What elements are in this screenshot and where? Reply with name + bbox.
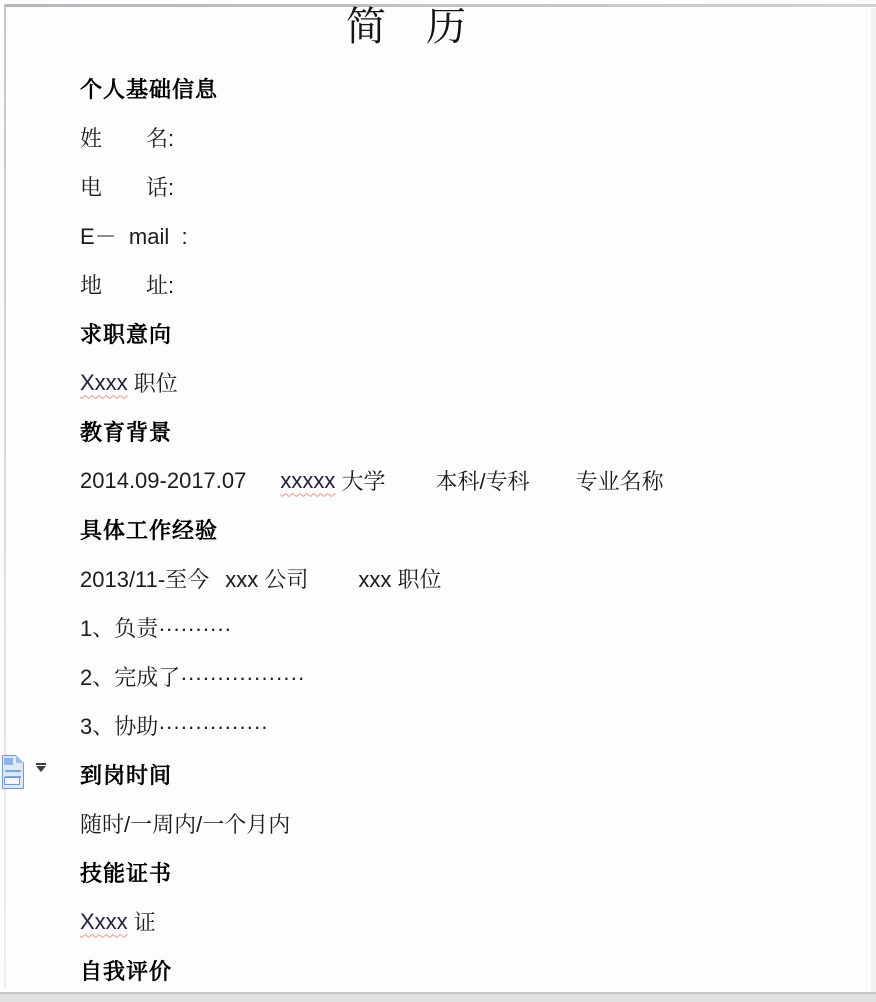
resume-body (80, 64, 856, 995)
work-position: xxx 职位 (358, 567, 442, 592)
availability-value: 随时/一周内/一个月内 (80, 812, 291, 837)
section-heading-work-experience: 具体工作经验 (80, 518, 219, 543)
school-suffix-text: 大学 (335, 469, 386, 494)
page-fold-corner (16, 755, 24, 763)
icon-text-rule (5, 770, 21, 772)
paste-options-icon (2, 755, 24, 789)
section-heading-personal-info: 个人基础信息 (80, 77, 219, 102)
work-item-2: 2、完成了················· (80, 665, 305, 690)
certificate-placeholder-text: Xxxx (80, 908, 128, 934)
field-name-label: 姓 名: (80, 126, 175, 151)
education-degree: 本科/专科 (435, 469, 530, 494)
page-right-edge (871, 8, 876, 992)
field-address-label: 地 址: (80, 273, 175, 298)
dropdown-arrow-bar (36, 763, 46, 765)
certificate-suffix-text: 证 (127, 910, 156, 935)
education-entry (80, 456, 856, 505)
icon-label-box (4, 777, 20, 785)
work-item-1: 1、负责·········· (80, 616, 232, 641)
icon-header-band (4, 758, 13, 765)
education-period: 2014.09-2017.07 (80, 467, 247, 493)
certificate-value (80, 897, 856, 946)
section-heading-certificates: 技能证书 (80, 861, 173, 886)
position-suffix-text: 职位 (127, 371, 178, 396)
work-company: xxx 公司 (225, 567, 309, 592)
section-heading-self-evaluation: 自我评价 (80, 959, 173, 984)
work-entry (80, 554, 856, 603)
section-heading-education: 教育背景 (80, 420, 173, 445)
paste-options-button[interactable] (0, 753, 52, 793)
job-intention-value (80, 358, 856, 407)
page-left-edge (4, 4, 6, 988)
work-item-3: 3、协助··············· (80, 714, 269, 739)
school-placeholder-text: xxxxx (280, 467, 336, 493)
education-major: 专业名称 (575, 469, 664, 494)
field-phone-label: 电 话: (80, 175, 175, 200)
work-period: 2013/11-至今 (80, 567, 210, 592)
field-email-label: E－ mail : (80, 224, 188, 249)
position-placeholder-text: Xxxx (80, 369, 128, 395)
section-heading-availability: 到岗时间 (80, 763, 173, 788)
resume-title: 简 历 (346, 5, 466, 49)
section-heading-job-intention: 求职意向 (80, 322, 173, 347)
chevron-down-icon[interactable] (36, 766, 46, 772)
